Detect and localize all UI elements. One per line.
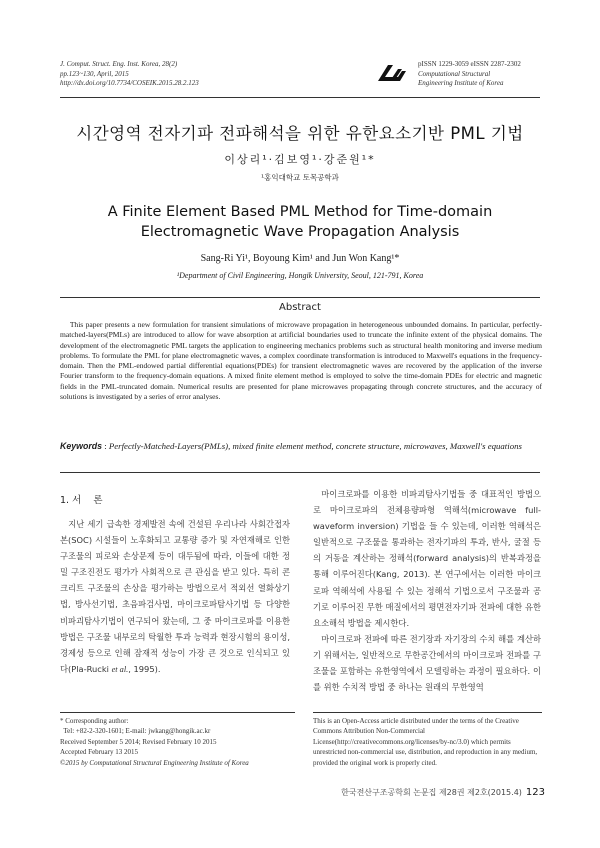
footer-journal: 한국전산구조공학회 논문집 제28권 제2호(2015.4) [341,788,522,797]
keywords-text: Perfectly-Matched-Layers(PMLs), mixed finite element method, concrete structure, microwaves, Maxwell's equations [108,441,522,451]
abstract-heading: Abstract [279,302,321,313]
abstract-bottom-rule [60,472,540,473]
page-number: 123 [525,787,545,798]
journal-line-2: pp.123~130, April, 2015 [60,69,129,78]
paragraph: 마이크로파를 이용한 비파괴탐사기법들 중 대표적인 방법으로 마이크로파의 전체용량파형 역해석(microwave full-waveform inversion) 기법을 들 수 있는데, 이러한 역해석은 일반적으로 구조물을 통과하는 전자기파의 투과, 반사, 굴절 등의 거동을 계산하는 정해석(forward analysis)의 반복과정을 통해 이루어진다(Kang, 2013). 본 연구에서는 이러한 마이크로파 역해석에 사용될 수 있는 정해석 기법으로서 구조물과 공기로 이루어진 무한 매질에서의 평면전자기파 전파에 대한 유한요소해석 방법을 제시한다. [313,489,541,628]
paragraph-text: 지난 세기 급속한 경제발전 속에 건설된 우리나라 사회간접자본(SOC) 시설들이 노후화되고 교통량 증가 및 자연재해로 인한 구조물의 피로와 손상문제 등이 대두됨에 따라, 이들에 대한 정밀 구조진전도 평가가 사회적으로 큰 관심을 받고 있다. 특히 콘크리트 구조물의 손상을 평가하는 방법으로서 적외선 열화상기법, 방사선기법, 초음파검사법, 마이크로파탐사기법 등 다양한 비파괴탐사기법이 연구되어 왔는데, 그 중 마이크로파를 이용한 방법은 구조물 내부로의 탁월한 투과 능력과 현장시험의 용이성, 경제성 등으로 인해 잠재적 성능이 가장 큰 것으로 인식되고 있다(Pla-Rucki [60,519,290,674]
body-column-left [60,516,290,678]
title-korean: 시간영역 전자기파 전파해석을 위한 유한요소기반 PML 기법 [76,124,524,143]
journal-citation [60,60,320,89]
footnote-line: Accepted February 13 2015 [60,748,138,757]
footnote-line: Received September 5 2014; Revised February 10 2015 [60,737,217,746]
title-english [0,202,600,242]
authors-english: Sang-Ri Yi¹, Boyoung Kim¹ and Jun Won Kang¹* [200,253,400,264]
footnote-line: ©2015 by Computational Structural Engineering Institute of Korea [60,758,249,767]
abstract-body: This paper presents a new formulation for transient simulations of microwave propagation in heterogeneous unbounded domains. In particular, perfectly-matched-layers(PMLs) are introduced to allow for wave absorption at artificial boundaries used to truncate the infinite extent of the physical domains. The development of the electromagnetic PML targets the application to engineering mechanics problems such as structural health monitoring and inverse medium problems. To formulate the PML for plane electromagnetic waves, a complex coordinate transformation is introduced to Maxwell's equations in the frequency-domain. Then the PML-endowed partial differential equations(PDEs) for transient electromagnetic waves are recovered by the application of the inverse Fourier transform to the frequency-domain equations. A mixed finite element method is employed to solve the time-domain PDEs for electric and magnetic fields in the PML-truncated domain. Numerical results are presented for plane microwaves propagating through concrete structures, and the accuracy of solutions is investigated by a series of error analyses. [60,320,542,402]
affiliation-korean: ¹홍익대학교 토목공학과 [261,173,339,182]
society-info [418,60,558,89]
keywords-label: Keywords [60,441,103,451]
keywords: Keywords : Perfectly-Matched-Layers(PMLs), mixed finite element method, concrete structure, microwaves, Maxwell's equations [60,441,522,451]
journal-line-1: J. Comput. Struct. Eng. Inst. Korea, 28(2) [60,60,178,68]
authors-korean: 이상리¹·김보영¹·강준원¹* [224,153,376,166]
issn: pISSN 1229-3059 eISSN 2287-2302 [418,60,521,68]
body-column-right [313,486,541,695]
title-english-line-1: A Finite Element Based PML Method for Time-domain [107,204,493,220]
society-name-line-1: Computational Structural [418,69,491,78]
footnote-license: This is an Open-Access article distributed under the terms of the Creative Commons Attribution Non-Commercial License(http://creativecommons.org/licenses/by-nc/3.0) which permits unrestricted non-commercial use, distribution, and reproduction in any medium, provided the original work is properly cited. [313,717,538,767]
journal-doi: http://dx.doi.org/10.7734/COSEIK.2015.28.2.123 [60,79,199,87]
section-heading: 1. 서 론 [60,495,103,506]
title-english-line-2: Electromagnetic Wave Propagation Analysis [140,224,460,240]
paragraph: 마이크로파 전파에 따른 전기장과 자기장의 수치 해를 계산하기 위해서는, 일반적으로 무한공간에서의 마이크로파 전파를 구조물을 포함하는 유한영역에서 모델링하는 과정이 필요하다. 이를 위한 수치적 방법 중 하나는 원래의 무한영역 [313,633,541,693]
footnote-rule-right [313,712,542,713]
footnote-line: Tel: +82-2-320-1601; E-mail: jwkang@hongik.ac.kr [60,727,211,736]
footnote-rule-left [60,712,295,713]
page-footer [300,787,545,798]
society-logo-icon [376,63,408,83]
footnote-line: * Corresponding author: [60,717,129,725]
footnote-corresponding [60,716,295,768]
society-name-line-2: Engineering Institute of Korea [418,79,504,87]
paragraph [60,516,290,678]
abstract-top-rule [60,297,540,298]
header-rule [60,97,540,98]
paragraph-end: , 1995). [128,663,161,674]
affiliation-english: ¹Department of Civil Engineering, Hongik University, Seoul, 121-791, Korea [176,271,424,280]
citation-et-al: et al. [111,664,129,674]
